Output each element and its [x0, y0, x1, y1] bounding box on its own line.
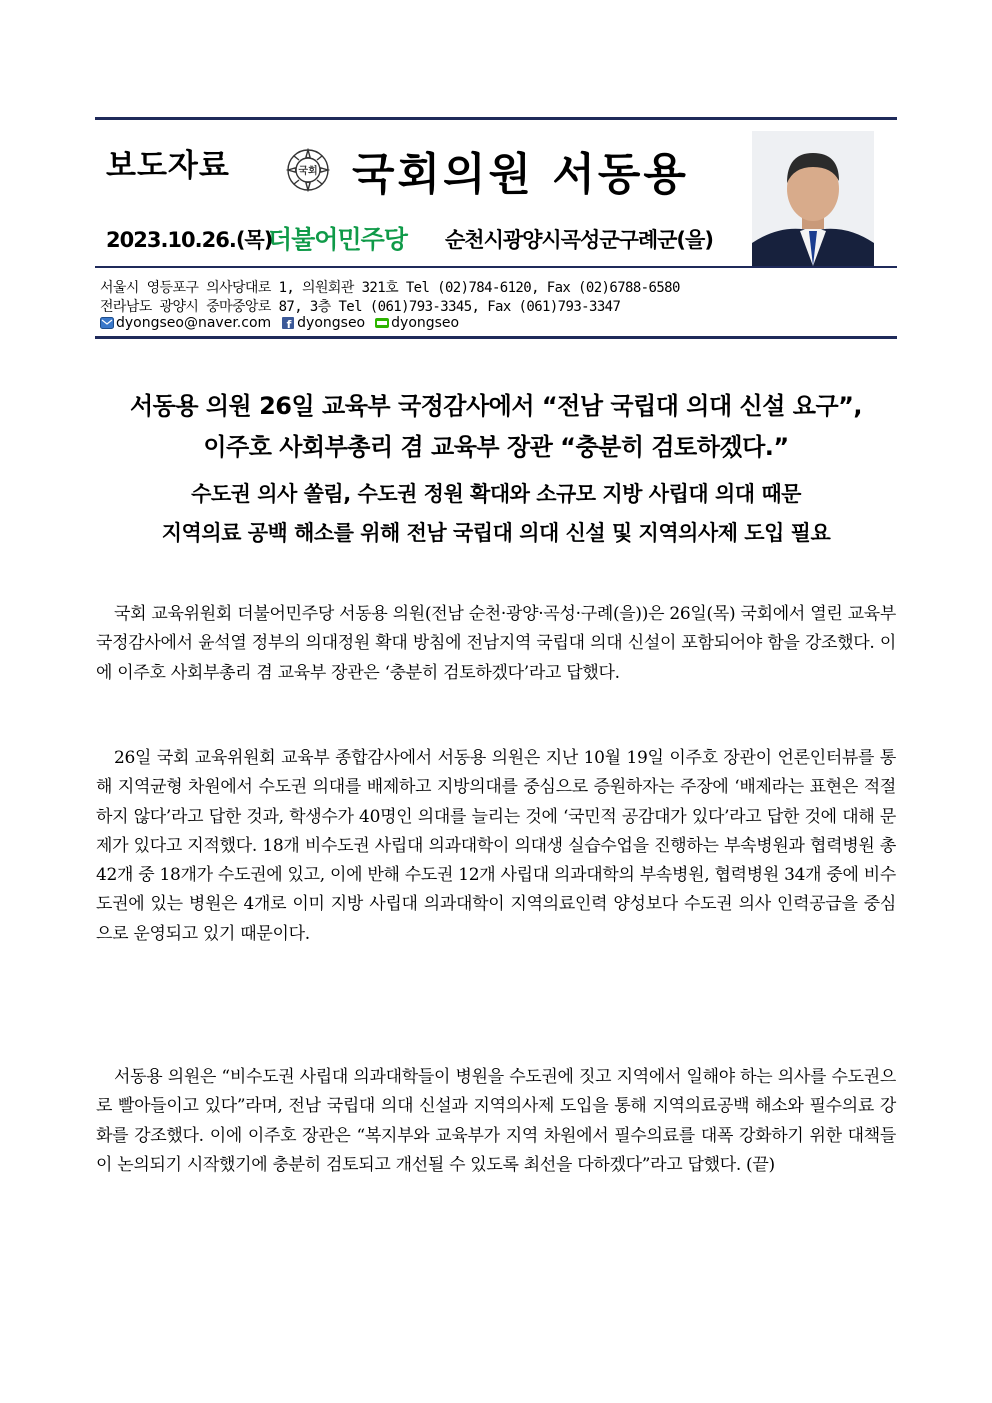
body-paragraph-2: [96, 744, 896, 949]
svg-text:국회: 국회: [298, 166, 318, 177]
district-name: 순천시광양시곡성군구례군(을): [445, 228, 713, 252]
paragraph-text: 국회 교육위원회 더불어민주당 서동용 의원(전남 순천·광양·곡성·구례(을))은 26일(목) 국회에서 열린 교육부 국정감사에서 윤석열 정부의 의대정원 확대 방침에 전남지역 국립대 의대 신설이 포함되어야 함을 강조했다. 이에 이주호 사회부총리 겸 교육부 장관은 ‘충분히 검토하겠다’라고 답했다.: [96, 604, 896, 683]
member-photo: [752, 131, 874, 266]
blog-icon: [375, 317, 389, 329]
seoul-address: 서울시 영등포구 의사당대로 1, 의원회관 321호 Tel (02)784-6120, Fax (02)6788-6580: [100, 280, 680, 296]
headline-line-2: 이주호 사회부총리 겸 교육부 장관 “충분히 검토하겠다.”: [203, 433, 789, 461]
body-paragraph-1: [96, 600, 896, 688]
facebook-icon: [281, 317, 295, 329]
header-top-rule: [95, 117, 897, 120]
email-link[interactable]: dyongseo@naver.com: [116, 315, 272, 331]
mail-icon: [100, 317, 114, 329]
paragraph-text: 서동용 의원은 “비수도권 사립대 의과대학들이 병원을 수도권에 짓고 지역에서 일해야 하는 의사를 수도권으로 빨아들이고 있다”라며, 전남 국립대 의대 신설과 지역의사제 도입을 통해 지역의료공백 해소와 필수의료 강화를 강조했다. 이에 이주호 장관은 “복지부와 교육부가 지역 차원에서 필수의료를 대폭 강화하기 위한 대책들이 논의되기 시작했기에 충분히 검토되고 개선될 수 있도록 최선을 다하겠다”라고 답했다. (끝): [96, 1067, 896, 1175]
subheadline-line-1: 수도권 의사 쏠림, 수도권 정원 확대와 소규모 지방 사립대 의대 때문: [191, 482, 801, 506]
body-paragraph-3: [96, 1063, 896, 1180]
press-release-label: 보도자료: [106, 148, 230, 184]
paragraph-text: 26일 국회 교육위원회 교육부 종합감사에서 서동용 의원은 지난 10월 19일 이주호 장관이 언론인터뷰를 통해 지역균형 차원에서 수도권 의대를 배제하고 지방의대를 중심으로 증원하자는 주장에 ‘배제라는 표현은 적절하지 않다’라고 답한 것과, 학생수가 40명인 의대를 늘리는 것에 ‘국민적 공감대가 있다’라고 답한 것에 대해 문제가 있다고 지적했다. 18개 비수도권 사립대 의과대학이 의대생 실습수업을 진행하는 부속병원과 협력병원 총 42개 중 18개가 수도권에 있고, 이에 반해 수도권 12개 사립대 의과대학의 부속병원, 협력병원 34개 중에 비수도권에 있는 병원은 4개로 이미 지방 사립대 의과대학이 지역의료인력 양성보다 수도권 의사 인력공급을 중심으로 운영되고 있기 때문이다.: [96, 748, 896, 944]
party-logo-text: 더불어민주당: [268, 225, 407, 254]
gwangyang-address: 전라남도 광양시 중마중앙로 87, 3층 Tel (061)793-3345, Fax (061)793-3347: [100, 299, 621, 315]
blog-link[interactable]: dyongseo: [391, 315, 460, 331]
national-assembly-seal-icon: [286, 148, 330, 192]
facebook-link[interactable]: dyongseo: [297, 315, 366, 331]
header-bottom-rule: [95, 336, 897, 339]
member-name: 국회의원 서동용: [352, 149, 689, 200]
release-date: 2023.10.26.(목): [106, 228, 273, 252]
subheadline-line-2: 지역의료 공백 해소를 위해 전남 국립대 의대 신설 및 지역의사제 도입 필요: [161, 521, 831, 545]
svg-text:f: f: [286, 318, 292, 329]
contact-links: [100, 315, 459, 331]
headline-line-1: 서동용 의원 26일 교육부 국정감사에서 “전남 국립대 의대 신설 요구”,: [129, 392, 863, 420]
header-middle-rule: [95, 266, 897, 268]
